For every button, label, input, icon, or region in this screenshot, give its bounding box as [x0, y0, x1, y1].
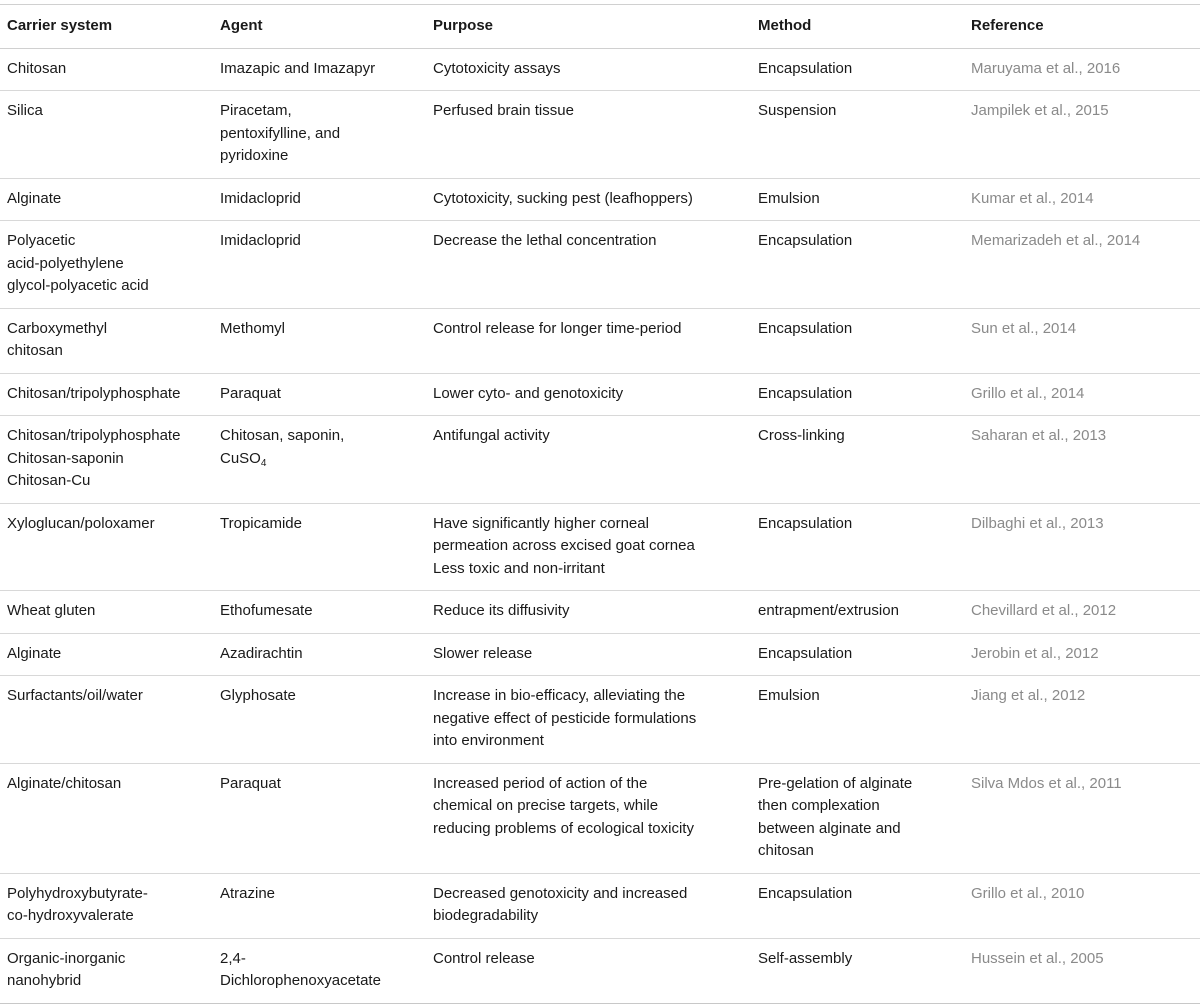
reference-cell: Jiang et al., 2012 — [964, 676, 1200, 764]
purpose-cell — [426, 373, 751, 416]
cell-line: Imidacloprid — [220, 232, 301, 249]
cell-line: Antifungal activity — [433, 427, 550, 444]
method-cell — [751, 633, 964, 676]
cell-line: chemical on precise targets, while — [433, 797, 659, 814]
purpose-cell — [426, 308, 751, 373]
cell-line: Suspension — [758, 102, 837, 119]
cell-line: Surfactants/oil/water — [7, 687, 143, 704]
method-cell — [751, 676, 964, 764]
method-cell — [751, 591, 964, 634]
cell-line: Less toxic and non-irritant — [433, 559, 605, 577]
reference-cell: Grillo et al., 2010 — [964, 873, 1200, 938]
cell-line: Polyacetic — [7, 232, 76, 249]
carrier-system-cell — [0, 503, 213, 591]
cell-line: Chitosan-saponin — [7, 449, 124, 467]
cell-line: Slower release — [433, 644, 533, 662]
table-row — [0, 48, 1200, 91]
cell-line: Encapsulation — [758, 884, 853, 902]
cell-line: pentoxifylline, and — [220, 124, 341, 142]
purpose-cell — [426, 591, 751, 634]
cell-line: Decrease the lethal concentration — [433, 232, 657, 249]
cell-line: then complexation — [758, 797, 880, 814]
cell-line: Chitosan/tripolyphosphate — [7, 384, 181, 402]
purpose-cell — [426, 416, 751, 504]
cell-line: Emulsion — [758, 687, 820, 704]
cell-line: Encapsulation — [758, 514, 853, 532]
carrier-system-cell — [0, 221, 213, 309]
table-row — [0, 221, 1200, 309]
purpose-cell — [426, 503, 751, 591]
cell-line: Azadirachtin — [220, 644, 303, 662]
purpose-cell — [426, 91, 751, 179]
agent-cell — [213, 938, 426, 1003]
cell-line: Reduce its diffusivity — [433, 602, 570, 619]
header-method: Method — [751, 5, 964, 49]
method-cell — [751, 308, 964, 373]
cell-line: Piracetam, — [220, 102, 292, 119]
carrier-system-cell — [0, 91, 213, 179]
agent-cell — [213, 503, 426, 591]
cell-line: into environment — [433, 732, 544, 749]
carrier-system-cell — [0, 676, 213, 764]
cell-line: Methomyl — [220, 319, 286, 337]
cell-line: Chitosan — [7, 59, 67, 77]
table-row — [0, 416, 1200, 504]
agent-cell — [213, 591, 426, 634]
cell-line: entrapment/extrusion — [758, 602, 899, 619]
data-table — [0, 4, 1200, 1004]
method-cell — [751, 91, 964, 179]
method-cell — [751, 416, 964, 504]
carrier-system-cell — [0, 938, 213, 1003]
cell-line: Encapsulation — [758, 59, 853, 77]
method-cell — [751, 221, 964, 309]
agent-cell — [213, 763, 426, 873]
cell-line: Chitosan-Cu — [7, 472, 91, 489]
purpose-cell — [426, 873, 751, 938]
carrier-system-cell — [0, 873, 213, 938]
agent-cell — [213, 91, 426, 179]
agent-cell — [213, 178, 426, 221]
reference-cell: Chevillard et al., 2012 — [964, 591, 1200, 634]
carrier-system-cell — [0, 416, 213, 504]
cell-line: Atrazine — [220, 884, 276, 902]
agent-cell — [213, 633, 426, 676]
cell-line: 2,4- — [220, 949, 246, 967]
cell-line: Imidacloprid — [220, 189, 301, 207]
table-row — [0, 91, 1200, 179]
cell-line: Pre-gelation of alginate — [758, 774, 913, 792]
table-body — [0, 48, 1200, 1003]
cell-line: Increased period of action of the — [433, 774, 648, 792]
reference-cell: Memarizadeh et al., 2014 — [964, 221, 1200, 309]
reference-cell: Dilbaghi et al., 2013 — [964, 503, 1200, 591]
carrier-system-cell — [0, 591, 213, 634]
cell-line: reducing problems of ecological toxicity — [433, 819, 694, 837]
table-row — [0, 873, 1200, 938]
reference-cell: Sun et al., 2014 — [964, 308, 1200, 373]
cell-line: Encapsulation — [758, 644, 853, 662]
cell-line: Decreased genotoxicity and increased — [433, 884, 688, 902]
carrier-system-cell — [0, 373, 213, 416]
table-row — [0, 938, 1200, 1003]
reference-cell: Silva Mdos et al., 2011 — [964, 763, 1200, 873]
cell-line: permeation across excised goat cornea — [433, 537, 695, 554]
carrier-system-cell — [0, 633, 213, 676]
cell-line: Control release — [433, 949, 535, 967]
reference-cell: Kumar et al., 2014 — [964, 178, 1200, 221]
agent-cell — [213, 221, 426, 309]
purpose-cell — [426, 938, 751, 1003]
header-agent: Agent — [213, 5, 426, 49]
cell-line: Polyhydroxybutyrate- — [7, 884, 148, 902]
agent-cell — [213, 873, 426, 938]
cell-line: chitosan — [758, 842, 814, 859]
carrier-system-cell — [0, 308, 213, 373]
cell-line: Dichlorophenoxyacetate — [220, 972, 381, 989]
purpose-cell — [426, 221, 751, 309]
cell-line: Chitosan/tripolyphosphate — [7, 427, 181, 444]
cell-line: Perfused brain tissue — [433, 102, 574, 119]
cell-line: Chitosan, saponin, — [220, 427, 345, 444]
table-row — [0, 178, 1200, 221]
table-row — [0, 503, 1200, 591]
cell-line: Paraquat — [220, 774, 281, 792]
method-cell — [751, 373, 964, 416]
agent-cell — [213, 373, 426, 416]
reference-cell: Maruyama et al., 2016 — [964, 48, 1200, 91]
cell-line: Increase in bio-efficacy, alleviating the — [433, 687, 686, 704]
cell-line: Cross-linking — [758, 427, 845, 444]
table-row — [0, 373, 1200, 416]
header-row — [0, 5, 1200, 49]
agent-cell — [213, 676, 426, 764]
reference-cell: Saharan et al., 2013 — [964, 416, 1200, 504]
cell-line: Cytotoxicity, sucking pest (leafhoppers) — [433, 189, 693, 207]
table-row — [0, 633, 1200, 676]
cell-line: Have significantly higher corneal — [433, 514, 649, 532]
agent-cell — [213, 48, 426, 91]
cell-line: Silica — [7, 102, 43, 119]
cell-line: Alginate — [7, 644, 62, 662]
purpose-cell — [426, 178, 751, 221]
cell-line: Carboxymethyl — [7, 319, 108, 337]
cell-line: Wheat gluten — [7, 602, 96, 619]
cell-line: glycol-polyacetic acid — [7, 277, 149, 294]
purpose-cell — [426, 763, 751, 873]
purpose-cell — [426, 633, 751, 676]
cell-line: Glyphosate — [220, 687, 296, 704]
header-reference: Reference — [964, 5, 1200, 49]
carrier-system-cell — [0, 178, 213, 221]
purpose-cell — [426, 676, 751, 764]
reference-cell: Grillo et al., 2014 — [964, 373, 1200, 416]
cell-line: Emulsion — [758, 189, 820, 207]
carrier-system-cell — [0, 48, 213, 91]
cell-line: CuSO — [220, 449, 261, 467]
cell-line: Encapsulation — [758, 319, 853, 337]
table-row — [0, 308, 1200, 373]
cell-line: Ethofumesate — [220, 602, 313, 619]
cell-line: Alginate/chitosan — [7, 774, 122, 792]
cell-line: Encapsulation — [758, 232, 853, 249]
cell-line: chitosan — [7, 342, 63, 359]
cell-line: acid-polyethylene — [7, 254, 124, 272]
cell-line: Control release for longer time-period — [433, 319, 682, 337]
cell-line: pyridoxine — [220, 147, 289, 164]
table-row — [0, 591, 1200, 634]
cell-line: nanohybrid — [7, 972, 82, 989]
cell-line: between alginate and — [758, 819, 901, 837]
cell-line: Cytotoxicity assays — [433, 59, 561, 77]
reference-cell: Jampilek et al., 2015 — [964, 91, 1200, 179]
reference-cell: Jerobin et al., 2012 — [964, 633, 1200, 676]
cell-line: Encapsulation — [758, 384, 853, 402]
header-carrier-system: Carrier system — [0, 5, 213, 49]
cell-line: biodegradability — [433, 907, 539, 924]
purpose-cell — [426, 48, 751, 91]
reference-cell: Hussein et al., 2005 — [964, 938, 1200, 1003]
method-cell — [751, 938, 964, 1003]
cell-line: Lower cyto- and genotoxicity — [433, 384, 624, 402]
cell-line: Imazapic and Imazapyr — [220, 59, 376, 77]
cell-line: Self-assembly — [758, 949, 853, 967]
agent-cell — [213, 308, 426, 373]
table-row — [0, 763, 1200, 873]
cell-line: co-hydroxyvalerate — [7, 907, 134, 924]
cell-line: Xyloglucan/poloxamer — [7, 514, 155, 532]
method-cell — [751, 763, 964, 873]
subscript: 4 — [260, 457, 267, 469]
agent-cell — [213, 416, 426, 504]
method-cell — [751, 48, 964, 91]
method-cell — [751, 178, 964, 221]
table-row — [0, 676, 1200, 764]
cell-line: negative effect of pesticide formulations — [433, 709, 697, 727]
method-cell — [751, 873, 964, 938]
table-header — [0, 5, 1200, 49]
method-cell — [751, 503, 964, 591]
header-purpose: Purpose — [426, 5, 751, 49]
cell-line: Tropicamide — [220, 514, 302, 532]
cell-line: Paraquat — [220, 384, 281, 402]
cell-line: Alginate — [7, 189, 62, 207]
carrier-system-cell — [0, 763, 213, 873]
cell-line: Organic-inorganic — [7, 949, 126, 967]
